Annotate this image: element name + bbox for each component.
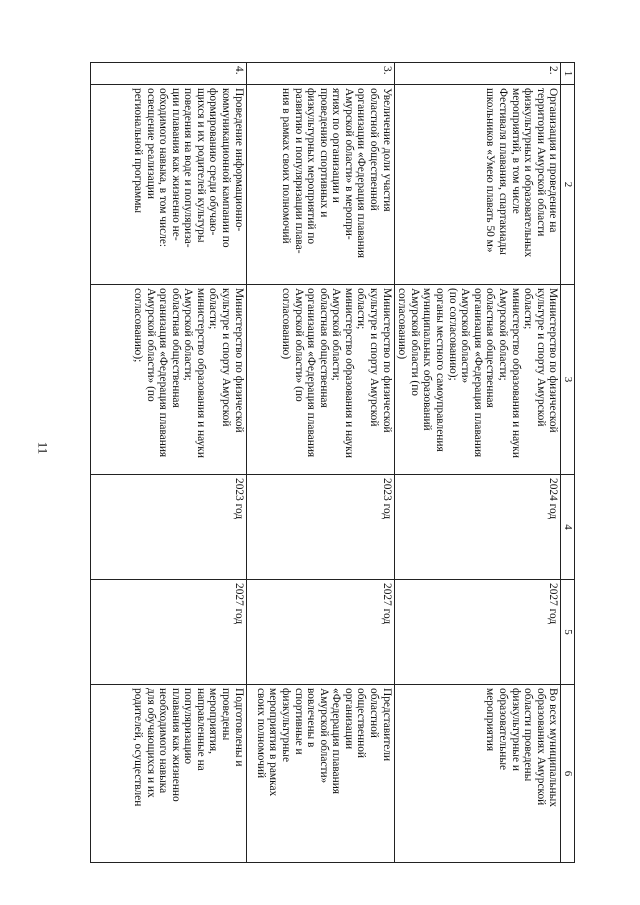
- executors-cell-line: министерство образования и науки: [342, 288, 355, 458]
- activity-cell: [246, 85, 394, 285]
- activity-cell: [90, 85, 246, 285]
- activity-cell-line: Организация и проведение на: [547, 88, 560, 233]
- executors-cell-line: министерство образования и науки: [509, 288, 522, 458]
- result-cell: [394, 685, 561, 863]
- result-cell-line: мероприятия,: [207, 688, 220, 754]
- result-cell-line: образовательные: [497, 688, 510, 771]
- executors-cell-line: культуре и спорту Амурской: [534, 288, 547, 427]
- executors-cell: [246, 285, 394, 475]
- row-number-cell: 2.: [394, 63, 561, 85]
- activity-cell-line: ятиях по организации и: [330, 88, 343, 203]
- header-cell-4: 4: [561, 475, 575, 580]
- table-row: [394, 63, 561, 863]
- table-row: [246, 63, 394, 863]
- activity-cell-line: региональной программы: [131, 88, 144, 214]
- result-cell-line: мероприятия: [484, 688, 497, 752]
- start-year-cell: 2024 год: [394, 475, 561, 580]
- result-cell-line: плавания как жизненно: [169, 688, 182, 802]
- executors-cell-line: культуре и спорту Амурской: [220, 288, 233, 427]
- activity-cell-line: школьников «Умею плавать 50 м»: [484, 88, 497, 253]
- activity-cell-line: физкультурных мероприятий по: [305, 88, 318, 245]
- result-cell-line: популяризацию: [182, 688, 195, 765]
- executors-cell-line: (по согласованию);: [446, 288, 459, 381]
- result-cell: [90, 685, 246, 863]
- executors-cell-line: области;: [355, 288, 368, 330]
- executors-cell-line: Амурской области» (по: [144, 288, 157, 402]
- executors-cell: [394, 285, 561, 475]
- result-cell-line: «Федерация плавания: [330, 688, 343, 795]
- executors-cell-line: Амурской области» (по: [292, 288, 305, 402]
- header-cell-1: 1: [561, 63, 575, 85]
- activity-cell-line: Фестиваля плавания, спартакиады: [497, 88, 510, 255]
- activity-cell-line: коммуникационной кампании по: [220, 88, 233, 248]
- executors-cell-line: культуре и спорту Амурской: [368, 288, 381, 427]
- result-cell-line: физкультурные и: [509, 688, 522, 771]
- executors-cell-line: Министерство по физической: [380, 288, 393, 433]
- result-cell-line: организации: [342, 688, 355, 750]
- activity-cell-line: организации «Федерация плавания: [355, 88, 368, 259]
- executors-cell-line: области;: [207, 288, 220, 330]
- row-number-cell: 4.: [90, 63, 246, 85]
- activity-cell-line: формированию среди обучаю-: [207, 88, 220, 236]
- executors-cell-line: областная общественная: [317, 288, 330, 408]
- header-cell-6: 6: [561, 685, 575, 863]
- activity-cell-line: территории Амурской области: [534, 88, 547, 237]
- start-year-cell: 2023 год: [246, 475, 394, 580]
- row-number-cell: 3.: [246, 63, 394, 85]
- executors-cell-line: согласованию): [396, 288, 409, 360]
- activity-cell-line: областной общественной: [368, 88, 381, 211]
- result-cell-line: вовлечены в: [305, 688, 318, 748]
- end-year-cell: 2027 год: [246, 580, 394, 685]
- result-cell-line: области проведены: [522, 688, 535, 782]
- header-cell-2: 2: [561, 85, 575, 285]
- measures-table: [90, 62, 575, 863]
- executors-cell-line: Амурской области (по: [408, 288, 421, 396]
- result-cell-line: проведены: [220, 688, 233, 741]
- result-cell-line: Амурской области»: [317, 688, 330, 784]
- table-row: [90, 63, 246, 863]
- executors-cell-line: Амурской области;: [182, 288, 195, 381]
- end-year-cell: 2027 год: [90, 580, 246, 685]
- executors-cell-line: организация «Федерация плавания: [471, 288, 484, 458]
- result-cell-line: своих полномочий: [254, 688, 267, 779]
- rotated-landscape-page: [110, 62, 575, 862]
- result-cell-line: спортивные и: [292, 688, 305, 755]
- activity-cell-line: Проведение информационно-: [232, 88, 245, 232]
- executors-cell-line: министерство образования и науки: [194, 288, 207, 458]
- result-cell-line: Подготовлены и: [232, 688, 245, 767]
- page-number: 11: [35, 441, 51, 455]
- activity-cell-line: проведению спортивных и: [317, 88, 330, 218]
- table-wrapper: [110, 62, 575, 862]
- result-cell-line: физкультурные: [279, 688, 292, 763]
- executors-cell-line: организация «Федерация плавания: [157, 288, 170, 458]
- header-cell-5: 5: [561, 580, 575, 685]
- result-cell-line: направленные на: [194, 688, 207, 771]
- executors-cell-line: Амурской области;: [330, 288, 343, 381]
- result-cell-line: Представители: [380, 688, 393, 762]
- start-year-cell: 2023 год: [90, 475, 246, 580]
- result-cell-line: общественной: [355, 688, 368, 758]
- executors-cell-line: согласованию);: [131, 288, 144, 363]
- activity-cell-line: поведения на воде и популяриза-: [182, 88, 195, 248]
- result-cell-line: Во всех муниципальных: [547, 688, 560, 807]
- activity-cell-line: Увеличение доли участия: [380, 88, 393, 212]
- executors-cell-line: Амурской области;: [497, 288, 510, 381]
- activity-cell-line: физкультурных и образовательных: [522, 88, 535, 258]
- executors-cell-line: организация «Федерация плавания: [305, 288, 318, 458]
- result-cell-line: мероприятия в рамках: [267, 688, 280, 797]
- executors-cell-line: Министерство по физической: [232, 288, 245, 433]
- activity-cell: [394, 85, 561, 285]
- executors-cell-line: муниципальных образований: [421, 288, 434, 431]
- result-cell-line: образованиях Амурской: [534, 688, 547, 806]
- activity-cell-line: мероприятий, в том числе: [509, 88, 522, 214]
- executors-cell-line: Амурской области»: [459, 288, 472, 384]
- executors-cell-line: области;: [522, 288, 535, 330]
- activity-cell-line: ния в рамках своих полномочий: [279, 88, 292, 244]
- end-year-cell: 2027 год: [394, 580, 561, 685]
- header-row: [561, 63, 575, 863]
- executors-cell-line: областная общественная: [484, 288, 497, 408]
- executors-cell-line: органы местного самоуправления: [434, 288, 447, 452]
- activity-cell-line: щихся и их родителей культуры: [194, 88, 207, 243]
- result-cell-line: областной: [368, 688, 381, 738]
- executors-cell-line: областная общественная: [169, 288, 182, 408]
- activity-cell-line: развитию и популяризации плава-: [292, 88, 305, 254]
- result-cell-line: необходимого навыка: [157, 688, 170, 794]
- activity-cell-line: освещение реализации: [144, 88, 157, 199]
- result-cell-line: для обучающихся и их: [144, 688, 157, 798]
- activity-cell-line: ции плавания как жизненно не-: [169, 88, 182, 241]
- result-cell-line: родителей, осуществлен: [131, 688, 144, 807]
- header-cell-3: 3: [561, 285, 575, 475]
- activity-cell-line: Амурской области» в меропри-: [342, 88, 355, 240]
- result-cell: [246, 685, 394, 863]
- activity-cell-line: обходимого навыка, в том числе:: [157, 88, 170, 248]
- executors-cell-line: согласованию): [279, 288, 292, 360]
- executors-cell-line: Министерство по физической: [547, 288, 560, 433]
- executors-cell: [90, 285, 246, 475]
